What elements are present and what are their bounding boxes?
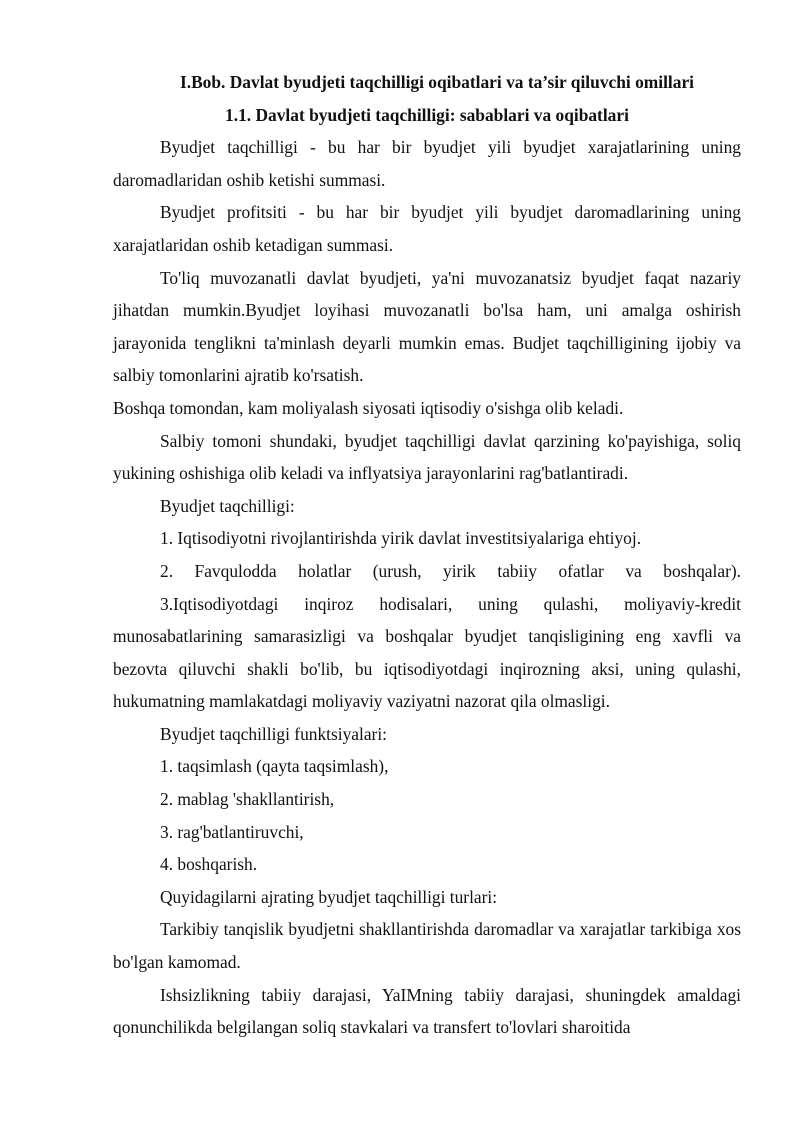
paragraph-other-side: Boshqa tomondan, kam moliyalash siyosati iqtisodiy o'sishga olib keladi.	[113, 397, 624, 418]
list-item-function-3: 3. rag'batlantiruvchi,	[160, 821, 304, 842]
document-page	[113, 66, 741, 1044]
paragraph-types-heading: Quyidagilarni ajrating byudjet taqchilligi turlari:	[160, 886, 498, 907]
paragraph-causes-heading: Byudjet taqchilligi:	[160, 495, 295, 516]
paragraph-negative-side: Salbiy tomoni shundaki, byudjet taqchilligi davlat qarzining ko'payishiga, soliq yukining oshishiga olib keladi va inflyatsiya jarayonlarini rag'batlantiradi.	[113, 430, 741, 484]
list-item-cause-1: 1. Iqtisodiyotni rivojlantirishda yirik davlat investitsiyalariga ehtiyoj.	[160, 528, 642, 549]
list-item-function-4: 4. boshqarish.	[160, 854, 258, 875]
list-item-function-2: 2. mablag 'shakllantirish,	[160, 789, 335, 810]
list-item-cause-2: 2. Favqulodda holatlar (urush, yirik tabiiy ofatlar va boshqalar).	[160, 560, 741, 581]
list-item-function-1: 1. taqsimlash (qayta taqsimlash),	[160, 756, 389, 777]
section-title: 1.1. Davlat byudjeti taqchilligi: sabablari va oqibatlari	[225, 104, 629, 125]
paragraph-functions-heading: Byudjet taqchilligi funktsiyalari:	[160, 723, 388, 744]
paragraph-natural-unemployment: Ishsizlikning tabiiy darajasi, YaIMning tabiiy darajasi, shuningdek amaldagi qonunchilikda belgilangan soliq stavkalari va transfert to'lovlari sharoitida	[113, 984, 741, 1038]
paragraph-deficit-definition: Byudjet taqchilligi - bu har bir byudjet yili byudjet xarajatlarining uning daromadlaridan oshib ketishi summasi.	[113, 137, 741, 190]
paragraph-structural-deficit: Tarkibiy tanqislik byudjetni shakllantirishda daromadlar va xarajatlar tarkibiga xos bo'lgan kamomad.	[113, 919, 741, 973]
chapter-title: I.Bob. Davlat byudjeti taqchilligi oqibatlari va ta’sir qiluvchi omillari	[179, 72, 695, 92]
list-item-cause-3: 3.Iqtisodiyotdagi inqiroz hodisalari, uning qulashi, moliyaviy-kredit munosabatlarining samarasizligi va boshqalar byudjet tanqisligining eng xavfli va bezovta qiluvchi shakli bo'lib, bu iqtisodiyotdagi inqirozning aksi, uning qulashi, hukumatning mamlakatdagi moliyaviy vaziyatni nazorat qila olmasligi.	[113, 593, 741, 712]
paragraph-balanced-budget: To'liq muvozanatli davlat byudjeti, ya'ni muvozanatsiz byudjet faqat nazariy jihatdan mumkin.Byudjet loyihasi muvozanatli bo'lsa ham, uni amalga oshirish jarayonida tenglikni ta'minlash deyarli mumkin emas. Budjet taqchilligining ijobiy va salbiy tomonlarini ajratib ko'rsatish.	[113, 267, 741, 386]
paragraph-surplus-definition: Byudjet profitsiti - bu har bir byudjet yili byudjet daromadlarining uning xarajatlaridan oshib ketadigan summasi.	[113, 202, 741, 255]
